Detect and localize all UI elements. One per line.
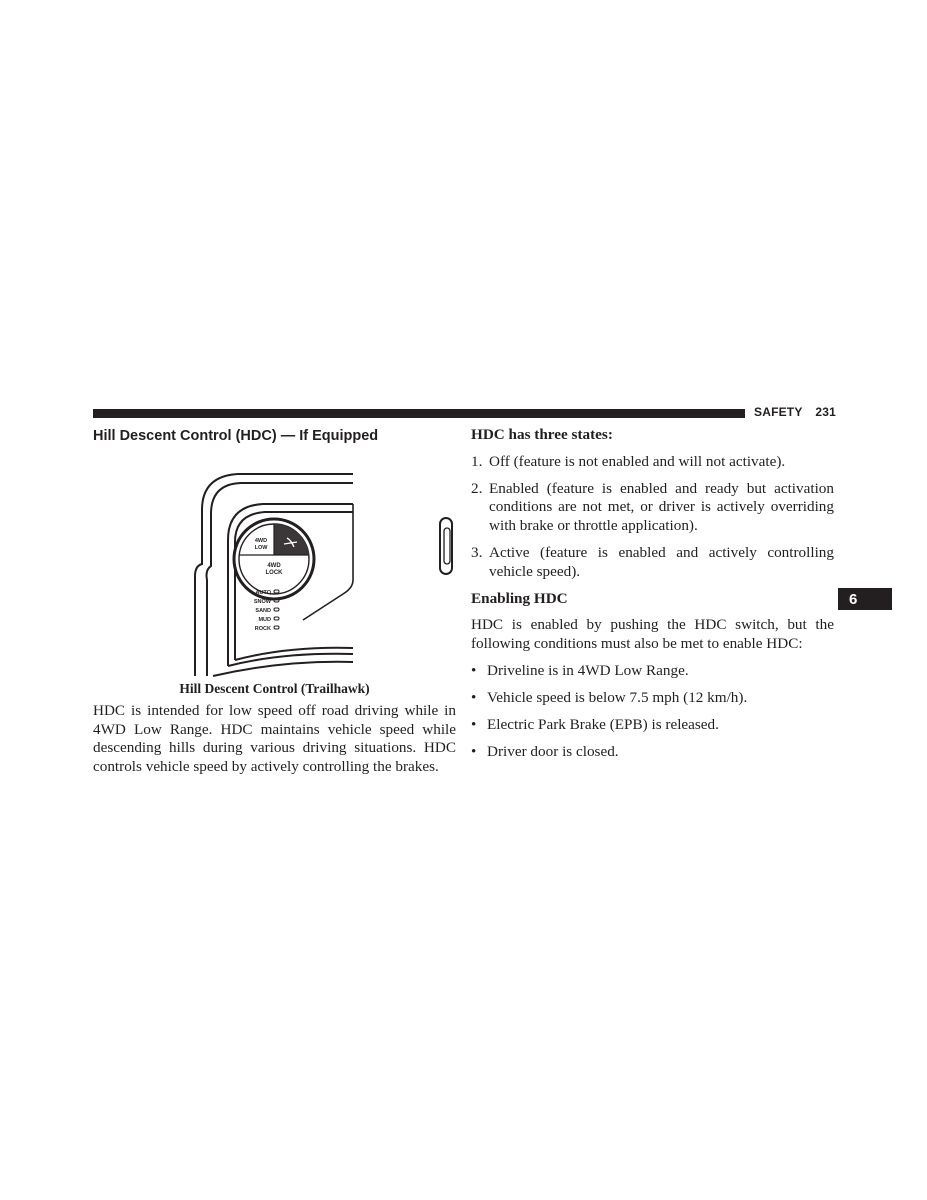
svg-text:SNOW: SNOW [253, 599, 271, 605]
state-text: Enabled (feature is enabled and ready but activation conditions are not met, or driver is actively overriding with brake or throttle application). [489, 479, 834, 534]
state-number: 2. [471, 479, 483, 497]
svg-text:4WD: 4WD [254, 538, 268, 544]
state-item-2 [471, 480, 834, 536]
state-text: Active (feature is enabled and actively controlling vehicle speed). [489, 543, 834, 580]
condition-item [471, 716, 834, 735]
condition-text: Vehicle speed is below 7.5 mph (12 km/h). [487, 689, 748, 707]
svg-text:ROCK: ROCK [254, 626, 271, 632]
bullet-icon: • [471, 661, 477, 679]
condition-text: Electric Park Brake (EPB) is released. [487, 716, 719, 734]
hdc-switch-illustration [193, 470, 455, 682]
section-title: Hill Descent Control (HDC) — If Equipped [93, 428, 379, 444]
bullet-icon: • [471, 743, 477, 761]
bullet-icon: • [471, 716, 477, 734]
hdc-figure [193, 470, 455, 682]
left-column [93, 426, 456, 775]
state-item-3 [471, 544, 834, 581]
bullet-icon: • [471, 689, 477, 707]
svg-text:4WD: 4WD [267, 563, 281, 569]
states-heading: HDC has three states: [471, 426, 613, 443]
header-rule [93, 409, 745, 418]
enabling-paragraph: HDC is enabled by pushing the HDC switch, but the following conditions must also be met to enable HDC: [471, 616, 834, 652]
right-column [471, 426, 834, 762]
chapter-tab [838, 588, 892, 610]
svg-text:LOW: LOW [254, 545, 268, 551]
condition-item [471, 662, 834, 681]
running-header [754, 405, 836, 419]
hdc-intro-paragraph: HDC is intended for low speed off road driving while in 4WD Low Range. HDC maintains vehicle speed while descending hills during various driving situations. HDC controls vehicle speed by actively controlling the brakes. [93, 702, 456, 775]
svg-text:SAND: SAND [255, 608, 271, 614]
condition-item [471, 743, 834, 762]
svg-text:MUD: MUD [258, 617, 271, 623]
condition-text: Driveline is in 4WD Low Range. [487, 661, 689, 679]
state-item-1 [471, 453, 834, 472]
svg-text:AUTO: AUTO [255, 590, 271, 596]
state-text: Off (feature is not enabled and will not activate). [489, 452, 786, 470]
condition-text: Driver door is closed. [487, 743, 619, 761]
section-name: SAFETY [754, 405, 803, 419]
svg-text:LOCK: LOCK [265, 570, 283, 576]
state-number: 1. [471, 452, 483, 470]
figure-caption: Hill Descent Control (Trailhawk) [179, 681, 370, 696]
condition-item [471, 689, 834, 708]
chapter-number: 6 [849, 590, 858, 608]
page-number: 231 [815, 405, 836, 419]
enabling-heading: Enabling HDC [471, 589, 568, 607]
state-number: 3. [471, 543, 483, 561]
